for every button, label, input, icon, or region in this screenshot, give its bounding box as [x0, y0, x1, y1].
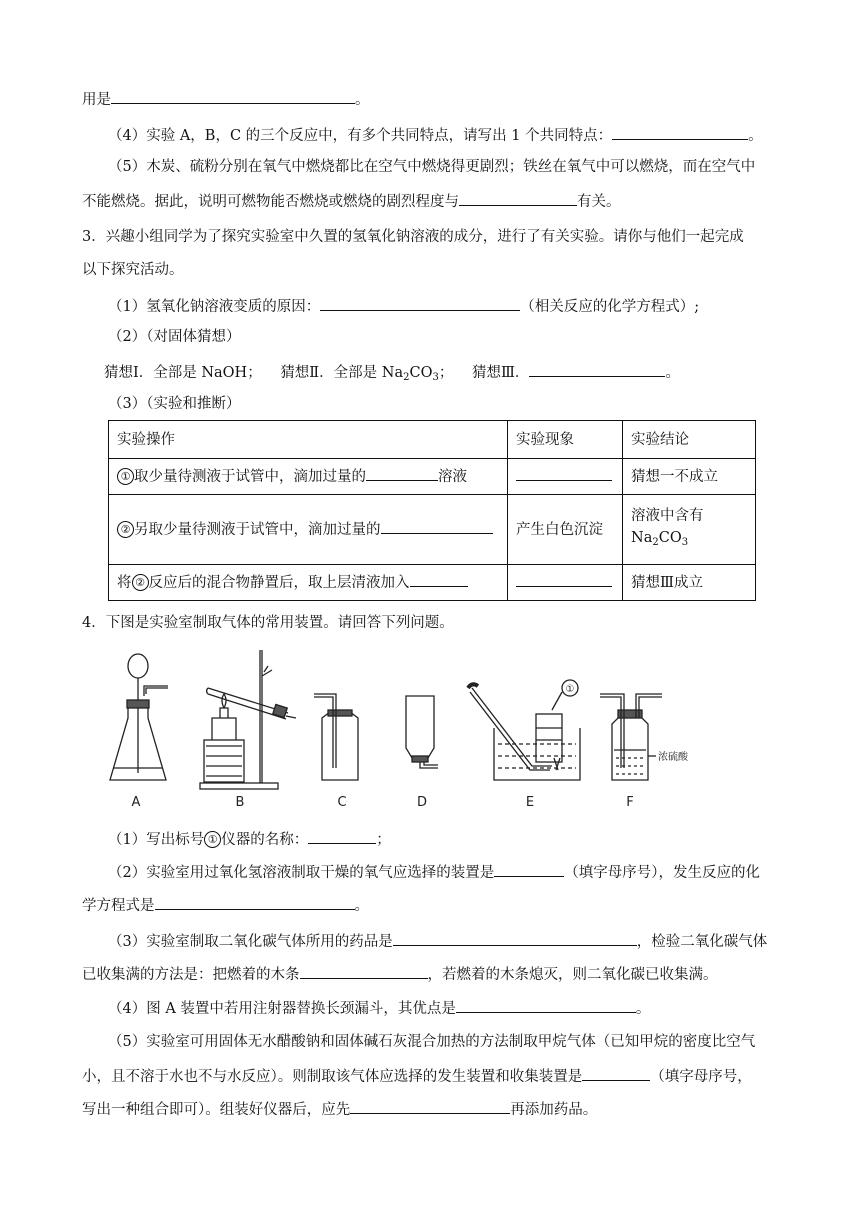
answer-blank[interactable] [410, 571, 468, 587]
row2-conclusion: 溶液中含有 $Na_2CO_3$ [623, 495, 756, 565]
header-phenomenon: 实验现象 [508, 421, 623, 459]
answer-blank[interactable] [612, 124, 748, 140]
problem-4-q5: （5）实验室可用固体无水醋酸钠和固体碱石灰混合加热的方法制取甲烷气体（已知甲烷的密度比空气 [108, 1034, 756, 1050]
label-e: E [525, 795, 535, 810]
row3-conclusion: 猜想Ⅲ成立 [623, 565, 756, 601]
apparatus-figure [100, 648, 688, 813]
apparatus-f-washbottle [600, 694, 662, 780]
label-a: A [131, 795, 141, 810]
answer-blank[interactable] [529, 361, 665, 377]
line-continuation: 用是 。 [82, 88, 370, 110]
row1-conclusion: 猜想一不成立 [623, 459, 756, 495]
problem-4-q4: （4）图 A 装置中若用注射器替换长颈漏斗，其优点是 。 [108, 997, 650, 1019]
label-d: D [416, 795, 428, 810]
apparatus-e-trough [468, 680, 580, 780]
answer-blank[interactable] [111, 88, 355, 104]
question-2-5: （5）木炭、硫粉分别在氧气中燃烧都比在空气中燃烧得更剧烈；铁丝在氧气中可以燃烧，而在空气中 [108, 159, 756, 175]
guesses: 猜想Ⅰ．全部是 NaOH； 猜想Ⅱ．全部是 $Na_2CO_3$； 猜想Ⅲ． 。 [104, 361, 680, 388]
question-2-4: （4）实验 A，B，C 的三个反应中，有多个共同特点，请写出 1 个共同特点： 。 [108, 124, 763, 146]
question-2-5-cont: 不能燃烧。据此，说明可燃物能否燃烧或燃烧的剧烈程度与 有关。 [82, 190, 621, 212]
marker-1: ① [565, 684, 575, 695]
problem-3-q2: （2）（对固体猜想） [108, 329, 241, 345]
answer-blank[interactable] [308, 828, 376, 844]
problem-3-q3: （3）（实验和推断） [108, 396, 241, 412]
problem-3-q1: （1）氢氧化钠溶液变质的原因： （相关反应的化学方程式）; [108, 295, 699, 317]
label-b: B [235, 795, 245, 810]
acid-label: 浓硫酸 [658, 752, 688, 763]
answer-blank[interactable] [350, 1098, 510, 1114]
apparatus-b-heating [200, 650, 296, 789]
problem-4-q2-cont: 学方程式是 。 [82, 894, 369, 916]
answer-blank[interactable] [320, 295, 520, 311]
row1-phenomenon [508, 459, 623, 495]
problem-4-q5-cont: 小，且不溶于水也不与水反应）。则制取该气体应选择的发生装置和收集装置是 （填字母序号， [82, 1065, 752, 1087]
label-c: C [337, 795, 347, 810]
apparatus-d-collection [406, 696, 438, 768]
answer-blank[interactable] [494, 861, 564, 877]
answer-blank[interactable] [381, 518, 493, 534]
problem-3: 3．兴趣小组同学为了探究实验室中久置的氢氧化钠溶液的成分，进行了有关实验。请你与他们一起完成 [82, 229, 744, 245]
experiment-table [108, 420, 756, 601]
apparatus-a-flask [110, 654, 168, 780]
problem-4-q3-cont: 已收集满的方法是：把燃着的木条 ，若燃着的木条熄灭，则二氧化碳已收集满。 [82, 963, 718, 985]
apparatus-c-collection [314, 694, 358, 780]
row3-phenomenon [508, 565, 623, 601]
problem-4-q1: （1）写出标号 ① 仪器的名称： ； [108, 828, 391, 850]
problem-4-q2: （2）实验室用过氧化氢溶液制取干燥的氧气应选择的装置是 （填字母序号），发生反应的化 [108, 861, 760, 883]
header-operation: 实验操作 [109, 421, 508, 459]
problem-4-q5-cont2: 写出一种组合即可）。组装好仪器后，应先 再添加药品。 [82, 1098, 597, 1120]
answer-blank[interactable] [516, 465, 612, 481]
row1-operation: ① 取少量待测液于试管中，滴加过量的 溶液 [109, 459, 508, 495]
answer-blank[interactable] [300, 963, 428, 979]
row2-operation: ② 另取少量待测液于试管中，滴加过量的 [109, 495, 508, 565]
row2-phenomenon: 产生白色沉淀 [508, 495, 623, 565]
header-conclusion: 实验结论 [623, 421, 756, 459]
label-f: F [626, 795, 634, 810]
answer-blank[interactable] [366, 465, 438, 481]
problem-4-q3: （3）实验室制取二氧化碳气体所用的药品是 ，检验二氧化碳气体 [108, 930, 767, 952]
answer-blank[interactable] [393, 930, 637, 946]
answer-blank[interactable] [459, 190, 577, 206]
problem-3-cont: 以下探究活动。 [82, 262, 184, 278]
problem-4: 4．下图是实验室制取气体的常用装置。请回答下列问题。 [82, 615, 454, 631]
answer-blank[interactable] [582, 1065, 650, 1081]
answer-blank[interactable] [516, 571, 612, 587]
answer-blank[interactable] [456, 997, 636, 1013]
row3-operation: 将 ② 反应后的混合物静置后，取上层清液加入 [109, 565, 508, 601]
answer-blank[interactable] [155, 894, 355, 910]
